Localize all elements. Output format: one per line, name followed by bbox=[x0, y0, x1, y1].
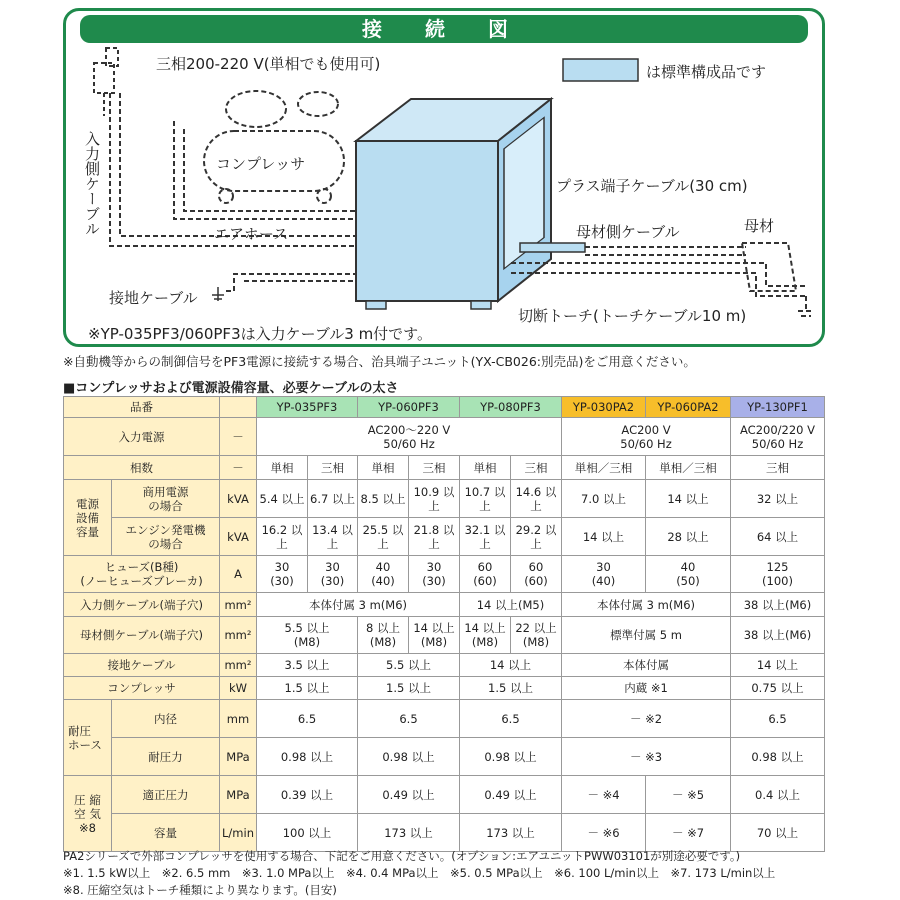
table-row bbox=[64, 397, 825, 418]
table-row: エンジン発電機 の場合 kVA 16.2 以上 13.4 以上 25.5 以上 21.8 以上 32.1 以上 29.2 以上 14 以上 28 以上 64 以上 bbox=[64, 518, 825, 556]
auto-machine-note: ※自動機等からの制御信号をPF3電源に接続する場合、治具端子ユニット(YX-CB026:別売品)をご用意ください。 bbox=[63, 354, 696, 369]
base-cable-line bbox=[585, 247, 746, 255]
legend-swatch bbox=[563, 59, 638, 81]
model-header: YP-130PF1 bbox=[731, 397, 825, 418]
base-metal-label: 母材 bbox=[744, 217, 775, 235]
table-row: 母材側ケーブル(端子穴) mm² 5.5 以上 (M8) 8 以上 (M8) 14 以上 (M8) 14 以上 (M8) 22 以上 (M8) 標準付属 5 m 38 以上(M6) bbox=[64, 617, 825, 654]
table-row: 入力側ケーブル(端子穴) mm² 本体付属 3 m(M6) 14 以上(M5) 本体付属 3 m(M6) 38 以上(M6) bbox=[64, 593, 825, 617]
torch-label: 切断トーチ(トーチケーブル10 m) bbox=[518, 307, 747, 325]
ground-cable-label: 接地ケーブル bbox=[109, 289, 198, 307]
input-cable-note: ※YP-035PF3/060PF3は入力ケーブル3 m付です。 bbox=[88, 325, 432, 343]
footnote: ※1. 1.5 kW以上 ※2. 6.5 mm ※3. 1.0 MPa以上 ※4. 0.4 MPa以上 ※5. 0.5 MPa以上 ※6. 100 L/min以上 ※7. 173 L/min以上 bbox=[63, 866, 776, 880]
legend-label: は標準構成品です bbox=[646, 63, 767, 81]
table-row: 電源 設備 容量 商用電源 の場合 kVA 5.4 以上 6.7 以上 8.5 以上 10.9 以上 10.7 以上 14.6 以上 7.0 以上 14 以上 32 以上 bbox=[64, 480, 825, 518]
base-metal-icon bbox=[742, 243, 814, 316]
model-header: YP-060PF3 bbox=[358, 397, 460, 418]
section-title: ■コンプレッサおよび電源設備容量、必要ケーブルの太さ bbox=[63, 381, 399, 396]
hinban-header: 品番 bbox=[64, 397, 220, 418]
table-row: コンプレッサ kW 1.5 以上 1.5 以上 1.5 以上 内蔵 ※1 0.75 以上 bbox=[64, 677, 825, 700]
plus-cable-label: プラス端子ケーブル(30 cm) bbox=[556, 177, 748, 195]
input-cable-label: 入力側ケーブル bbox=[83, 131, 101, 236]
table-row: 耐圧力 MPa 0.98 以上 0.98 以上 0.98 以上 － ※3 0.98 以上 bbox=[64, 738, 825, 776]
model-header: YP-030PA2 bbox=[562, 397, 646, 418]
connection-diagram bbox=[63, 8, 825, 347]
model-header: YP-060PA2 bbox=[646, 397, 731, 418]
air-group: 圧 縮 空 気 ※8 bbox=[64, 776, 112, 852]
power-label: 三相200-220 V(単相でも使用可) bbox=[156, 55, 381, 73]
spec-table bbox=[63, 396, 825, 852]
table-row: 耐圧 ホース 内径 mm 6.5 6.5 6.5 － ※2 6.5 bbox=[64, 700, 825, 738]
power-unit-icon bbox=[356, 99, 585, 309]
power-plug-icon bbox=[94, 48, 118, 116]
footnote: ※8. 圧縮空気はトーチ種類により異なります。(目安) bbox=[63, 883, 337, 897]
table-row: 接地ケーブル mm² 3.5 以上 5.5 以上 14 以上 本体付属 14 以上 bbox=[64, 654, 825, 677]
diagram-title: 接 続 図 bbox=[80, 15, 808, 43]
base-cable-label: 母材側ケーブル bbox=[576, 223, 680, 241]
footnote: PA2シリーズで外部コンプレッサを使用する場合、下記をご用意ください。(オプション:エアユニットPWW03101が別途必要です。) bbox=[63, 849, 741, 863]
model-header: YP-035PF3 bbox=[257, 397, 358, 418]
table-row: 容量 L/min 100 以上 173 以上 173 以上 － ※6 － ※7 70 以上 bbox=[64, 814, 825, 852]
table-row: 圧 縮 空 気 ※8 適正圧力 MPa 0.39 以上 0.49 以上 0.49 以上 － ※4 － ※5 0.4 以上 bbox=[64, 776, 825, 814]
table-row: 入力電源 － AC200～220 V 50/60 Hz AC200 V 50/60 Hz AC200/220 V 50/60 Hz bbox=[64, 418, 825, 456]
capacity-group: 電源 設備 容量 bbox=[64, 480, 112, 556]
hose-group: 耐圧 ホース bbox=[64, 700, 112, 776]
air-hose-label: エアホース bbox=[214, 225, 289, 243]
table-row: ヒューズ(B種) (ノーヒューズブレーカ) A 30 (30) 30 (30) 40 (40) 30 (30) 60 (60) 60 (60) 30 (40) 40 (50) 125 (100) bbox=[64, 556, 825, 593]
model-header: YP-080PF3 bbox=[460, 397, 562, 418]
ground-cable-line bbox=[226, 274, 366, 291]
ground-icon bbox=[212, 287, 224, 301]
table-row: 相数 － 単相 三相 単相 三相 単相 三相 単相／三相 単相／三相 三相 bbox=[64, 456, 825, 480]
compressor-label: コンプレッサ bbox=[216, 155, 306, 173]
